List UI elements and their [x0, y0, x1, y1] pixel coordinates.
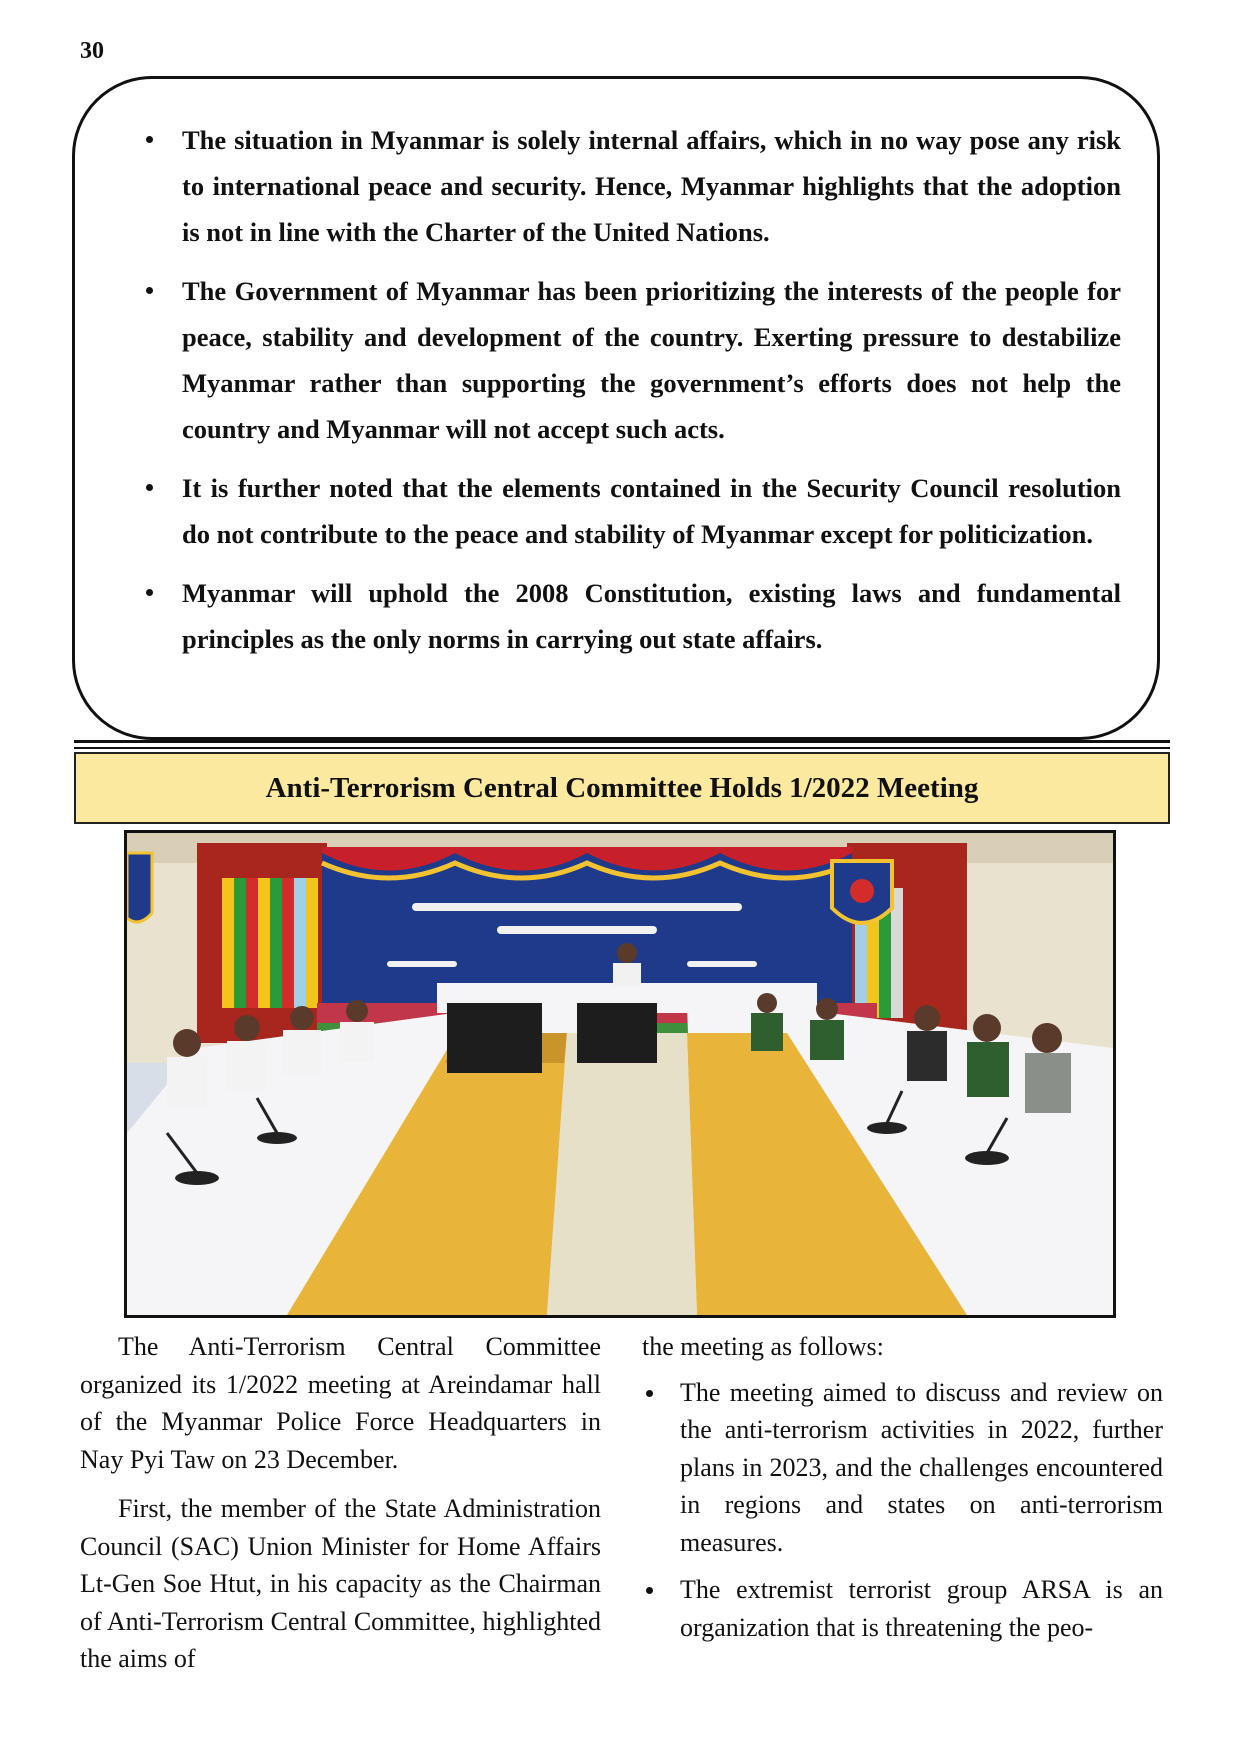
divider-rule [74, 740, 1170, 743]
statement-item: It is further noted that the elements contained in the Security Council resolution do not contribute to the peace and stability of Myanmar except for politicization. [111, 465, 1121, 557]
article-paragraph: First, the member of the State Administration Council (SAC) Union Minister for Home Affairs Lt-Gen Soe Htut, in his capacity as the Chairman of Anti-Terrorism Central Committee, highlighted the aims of [80, 1494, 601, 1673]
article-bullet: The meeting aimed to discuss and review on the anti-terrorism activities in 2022, further plans in 2023, and the challenges encountered in regions and states on anti-terrorism measures. [642, 1374, 1163, 1562]
statement-list [111, 117, 1121, 675]
article-bullet: The extremist terrorist group ARSA is an organization that is threatening the peo- [642, 1571, 1163, 1646]
article-left-column [80, 1328, 601, 1690]
meeting-photo [124, 830, 1116, 1318]
article-bullet-list [642, 1374, 1163, 1647]
article-paragraph: the meeting as follows: [642, 1332, 884, 1361]
statement-item: The situation in Myanmar is solely internal affairs, which in no way pose any risk to international peace and security. Hence, Myanmar highlights that the adoption is not in line with the Charter of the United Nations. [111, 117, 1121, 255]
divider-rule [74, 747, 1170, 749]
article-right-column [642, 1328, 1163, 1656]
article-title: Anti-Terrorism Central Committee Holds 1/2022 Meeting [265, 771, 979, 804]
page-number: 30 [80, 38, 104, 64]
statement-item: The Government of Myanmar has been prioritizing the interests of the people for peace, stability and development of the country. Exerting pressure to destabilize Myanmar rather than supporting the government’s efforts does not help the country and Myanmar will not accept such acts. [111, 268, 1121, 452]
statement-item: Myanmar will uphold the 2008 Constitution, existing laws and fundamental principles as the only norms in carrying out state affairs. [111, 570, 1121, 662]
article-heading-band [74, 752, 1170, 824]
article-paragraph: The Anti-Terrorism Central Committee organized its 1/2022 meeting at Areindamar hall of the Myanmar Police Force Headquarters in Nay Pyi Taw on 23 December. [80, 1332, 601, 1474]
statement-box [72, 76, 1160, 740]
